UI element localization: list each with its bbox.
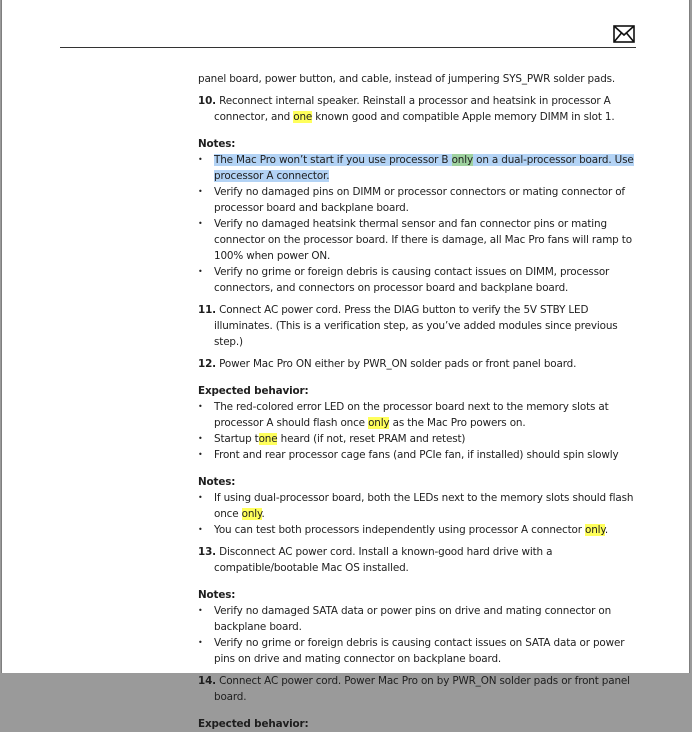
list-item <box>198 152 640 184</box>
step-10: 10. Reconnect internal speaker. Reinstall a processor and heatsink in processor A connector, and one known good and compatible Apple memory DIMM in slot 1. <box>198 95 615 123</box>
step-11: 11. Connect AC power cord. Press the DIAG button to verify the 5V STBY LED illuminates. (This is a verification step, as you’ve added modules since previous step.) <box>198 304 618 348</box>
search-highlight: only <box>451 154 473 166</box>
step-12: 12. Power Mac Pro ON either by PWR_ON solder pads or front panel board. <box>198 358 577 370</box>
list-item: • You can test both processors independently using processor A connector only. <box>198 522 640 538</box>
list-item: • Verify no grime or foreign debris is causing contact issues on DIMM, processor connectors, and connectors on processor board and backplane board. <box>198 264 640 296</box>
header-rule <box>60 47 636 48</box>
notes-heading: Notes: <box>198 476 236 488</box>
list-item: • Verify no damaged pins on DIMM or processor connectors or mating connector of processor board and backplane board. <box>198 184 640 216</box>
notes-list <box>198 603 640 667</box>
list-item: • Verify no damaged SATA data or power pins on drive and mating connector on backplane board. <box>198 603 640 635</box>
search-highlight: only <box>241 508 262 520</box>
list-item: • Verify no grime or foreign debris is causing contact issues on SATA data or power pins on drive and mating connector on backplane board. <box>198 635 640 667</box>
list-item: • Startup tone heard (if not, reset PRAM and retest) <box>198 431 640 447</box>
search-highlight: only <box>585 524 605 536</box>
notes-list <box>198 490 640 538</box>
envelope-icon[interactable] <box>613 25 635 43</box>
expected-behavior-heading: Expected behavior: <box>198 385 309 397</box>
step-13: 13. Disconnect AC power cord. Install a known-good hard drive with a compatible/bootable Mac OS installed. <box>198 546 553 574</box>
continued-paragraph: panel board, power button, and cable, instead of jumpering SYS_PWR solder pads. <box>198 73 616 85</box>
expected-behavior-heading: Expected behavior: <box>198 718 309 730</box>
text-selection: The Mac Pro won’t start if you use processor B only on a dual-processor board. Use processor A connector. <box>214 154 634 182</box>
expected-behavior-list <box>198 399 640 463</box>
document-body <box>198 71 640 732</box>
document-page <box>1 0 690 730</box>
list-item: • Verify no damaged heatsink thermal sensor and fan connector pins or mating connector on the processor board. If there is damage, all Mac Pro fans will ramp to 100% when power ON. <box>198 216 640 264</box>
notes-heading: Notes: <box>198 589 236 601</box>
search-highlight: one <box>258 433 278 445</box>
list-item: • The red-colored error LED on the processor board next to the memory slots at processor A should flash once only as the Mac Pro powers on. <box>198 399 640 431</box>
step-14: 14. Connect AC power cord. Power Mac Pro on by PWR_ON solder pads or front panel board. <box>198 675 630 703</box>
notes-list <box>198 152 640 296</box>
list-item: • Front and rear processor cage fans (and PCIe fan, if installed) should spin slowly <box>198 447 640 463</box>
search-highlight: only <box>368 417 390 429</box>
list-item: • If using dual-processor board, both the LEDs next to the memory slots should flash once only. <box>198 490 640 522</box>
notes-heading: Notes: <box>198 138 236 150</box>
search-highlight: one <box>293 111 313 123</box>
